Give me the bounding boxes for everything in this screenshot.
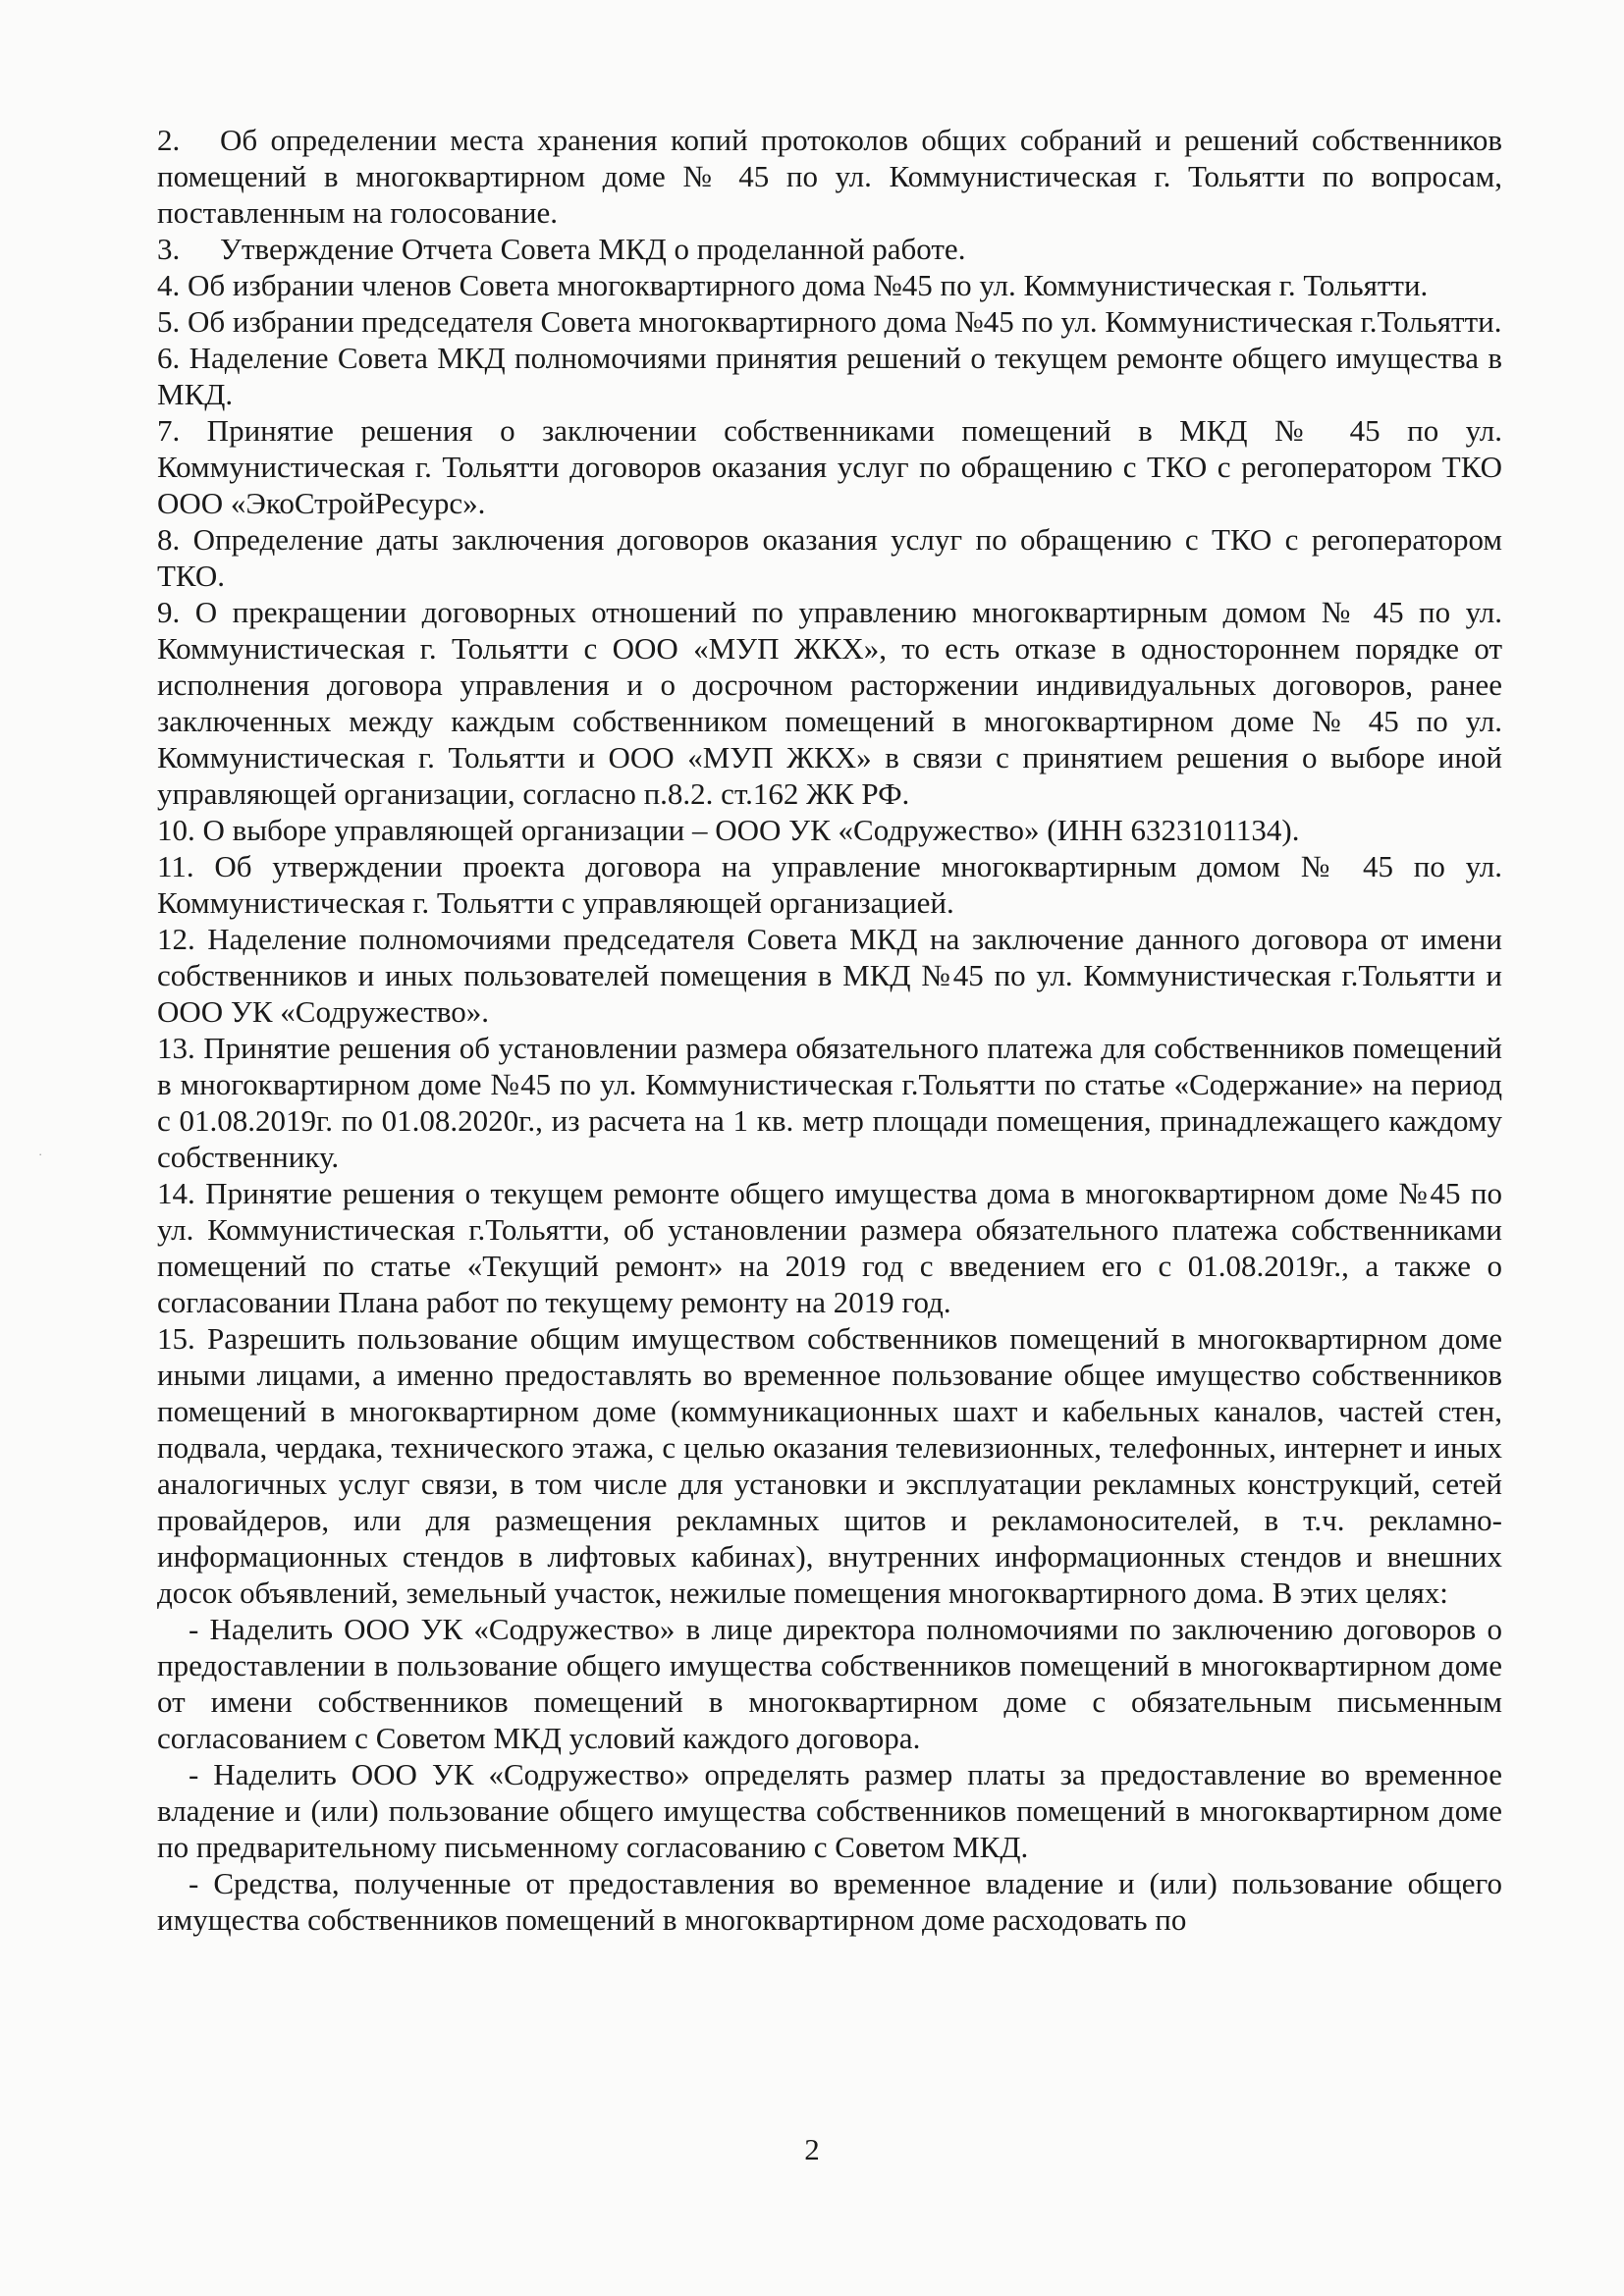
agenda-item-text: Утверждение Отчета Совета МКД о проделанной работе. [220, 232, 966, 266]
agenda-item-text: Об определении места хранения копий протоколов общих собраний и решений собственников помещений в многоквартирном доме № 45 по ул. Коммунистическая г. Тольятти по вопросам, поставленным на голосование. [157, 123, 1502, 230]
agenda-item-9: 9. О прекращении договорных отношений по управлению многоквартирным домом № 45 по ул. Коммунистическая г. Тольятти с ООО «МУП ЖКХ», то есть отказе в одностороннем порядке от исполнения договора управления и о досрочном расторжении индивидуальных договоров, ранее заключенных между каждым собственником помещений в многоквартирном доме № 45 по ул. Коммунистическая г. Тольятти и ООО «МУП ЖКХ» в связи с принятием решения о выборе иной управляющей организации, согласно п.8.2. ст.162 ЖК РФ. [157, 595, 1502, 811]
agenda-item-15: 15. Разрешить пользование общим имуществом собственников помещений в многоквартирном доме иными лицами, а именно предоставлять во временное пользование общее имущество собственников помещений в многоквартирном доме (коммуникационных шахт и кабельных каналов, частей стен, подвала, чердака, технического этажа, с целью оказания телевизионных, телефонных, интернет и иных аналогичных услуг связи, в том числе для установки и эксплуатации рекламных конструкций, сетей провайдеров, или для размещения рекламных щитов и рекламоносителей, в т.ч. рекламно-информационных стендов в лифтовых кабинах), внутренних информационных стендов и внешних досок объявлений, земельный участок, нежилые помещения многоквартирного дома. В этих целях: [157, 1321, 1502, 1610]
agenda-item-number: 3. [157, 232, 181, 266]
agenda-item-7: 7. Принятие решения о заключении собственниками помещений в МКД № 45 по ул. Коммунистическая г. Тольятти договоров оказания услуг по обращению с ТКО с регоператором ТКО ООО «ЭкоСтройРесурс». [157, 413, 1502, 520]
agenda-item-number: 2. [157, 123, 181, 157]
agenda-item-11: 11. Об утверждении проекта договора на управление многоквартирным домом № 45 по ул. Коммунистическая г. Тольятти с управляющей организацией. [157, 849, 1502, 920]
agenda-item-6: 6. Наделение Совета МКД полномочиями принятия решений о текущем ремонте общего имущества в МКД. [157, 341, 1502, 411]
agenda-item-10: 10. О выборе управляющей организации – ООО УК «Содружество» (ИНН 6323101134). [157, 813, 1300, 847]
agenda-subitem-3: - Средства, полученные от предоставления во временное владение и (или) пользование общего имущества собственников помещений в многоквартирном доме расходовать по [157, 1866, 1502, 1937]
agenda-item-5: 5. Об избрании председателя Совета многоквартирного дома №45 по ул. Коммунистическая г.Тольятти. [157, 304, 1502, 339]
agenda-item-8: 8. Определение даты заключения договоров оказания услуг по обращению с ТКО с регоператором ТКО. [157, 522, 1502, 593]
agenda-item-2 [157, 122, 1502, 231]
document-body [157, 122, 1502, 1938]
agenda-item-3 [157, 231, 1502, 267]
page-number: 2 [804, 2132, 820, 2166]
scan-artifact-mark: · [38, 1147, 43, 1161]
agenda-subitem-2: - Наделить ООО УК «Содружество» определять размер платы за предоставление во временное владение и (или) пользование общего имущества собственников помещений в многоквартирном доме по предварительному письменному согласованию с Советом МКД. [157, 1757, 1502, 1864]
agenda-item-12: 12. Наделение полномочиями председателя Совета МКД на заключение данного договора от имени собственников и иных пользователей помещения в МКД №45 по ул. Коммунистическая г.Тольятти и ООО УК «Содружество». [157, 922, 1502, 1029]
agenda-item-4: 4. Об избрании членов Совета многоквартирного дома №45 по ул. Коммунистическая г. Тольятти. [157, 268, 1429, 302]
agenda-item-13: 13. Принятие решения об установлении размера обязательного платежа для собственников помещений в многоквартирном доме №45 по ул. Коммунистическая г.Тольятти по статье «Содержание» на период с 01.08.2019г. по 01.08.2020г., из расчета на 1 кв. метр площади помещения, принадлежащего каждому собственнику. [157, 1031, 1502, 1174]
agenda-subitem-1: - Наделить ООО УК «Содружество» в лице директора полномочиями по заключению договоров о предоставлении в пользование общего имущества собственников помещений в многоквартирном доме от имени собственников помещений в многоквартирном доме с обязательным письменным согласованием с Советом МКД условий каждого договора. [157, 1612, 1502, 1755]
agenda-item-14: 14. Принятие решения о текущем ремонте общего имущества дома в многоквартирном доме №45 по ул. Коммунистическая г.Тольятти, об установлении размера обязательного платежа собственниками помещений по статье «Текущий ремонт» на 2019 год с введением его с 01.08.2019г., а также о согласовании Плана работ по текущему ремонту на 2019 год. [157, 1176, 1502, 1319]
